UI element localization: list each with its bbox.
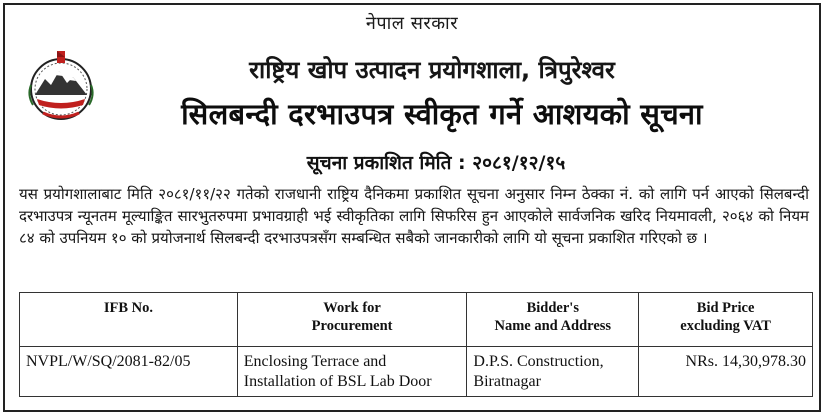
bid-table bbox=[19, 292, 813, 397]
cell-work: Enclosing Terrace and Installation of BSL Lab Door bbox=[237, 347, 467, 397]
column-header-bidder: Bidder's Name and Address bbox=[467, 293, 639, 347]
cell-bid-price: NRs. 14,30,978.30 bbox=[639, 347, 813, 397]
organization-name: राष्ट्रिय खोप उत्पादन प्रयोगशाला, त्रिपुरेश्वर bbox=[249, 56, 615, 84]
cell-ifb-no: NVPL/W/SQ/2081-82/05 bbox=[20, 347, 238, 397]
table-header-row bbox=[20, 293, 813, 347]
cell-bidder: D.P.S. Construction, Biratnagar bbox=[467, 347, 639, 397]
notice-panel bbox=[3, 3, 821, 412]
publication-date bbox=[5, 149, 819, 175]
government-name: नेपाल सरकार bbox=[365, 13, 459, 34]
notice-body-paragraph: यस प्रयोगशालाबाट मिति २०८१/११/२२ गतेको राजधानी राष्ट्रिय दैनिकमा प्रकाशित सूचना अनुसार निम्न ठेक्का नं. को लागि पर्न आएको सिलबन्दी दरभाउपत्र न्यूनतम मूल्याङ्कित सारभुतरुपमा प्रभावग्राही भई स्वीकृतिका लागि सिफरिस हुन आएकोले सार्वजनिक खरिद नियमावली, २०६४ को नियम ८४ को उपनियम १० को प्रयोजनार्थ सिलबन्दी दरभाउपत्रसँग सम्बन्धित सबैको जानकारीको लागि यो सूचना प्रकाशित गरिएको छ । bbox=[19, 185, 809, 247]
notice-title: सिलबन्दी दरभाउपत्र स्वीकृत गर्ने आशयको सूचना bbox=[181, 97, 703, 131]
publication-date-value: २०८१/१२/१५ bbox=[472, 152, 566, 174]
bid-table-container bbox=[19, 292, 813, 397]
table-row bbox=[20, 347, 813, 397]
column-header-bid-price: Bid Price excluding VAT bbox=[639, 293, 813, 347]
column-header-work: Work for Procurement bbox=[237, 293, 467, 347]
column-header-ifb-no: IFB No. bbox=[20, 293, 238, 347]
publication-date-label: सूचना प्रकाशित मिति : bbox=[306, 152, 466, 174]
